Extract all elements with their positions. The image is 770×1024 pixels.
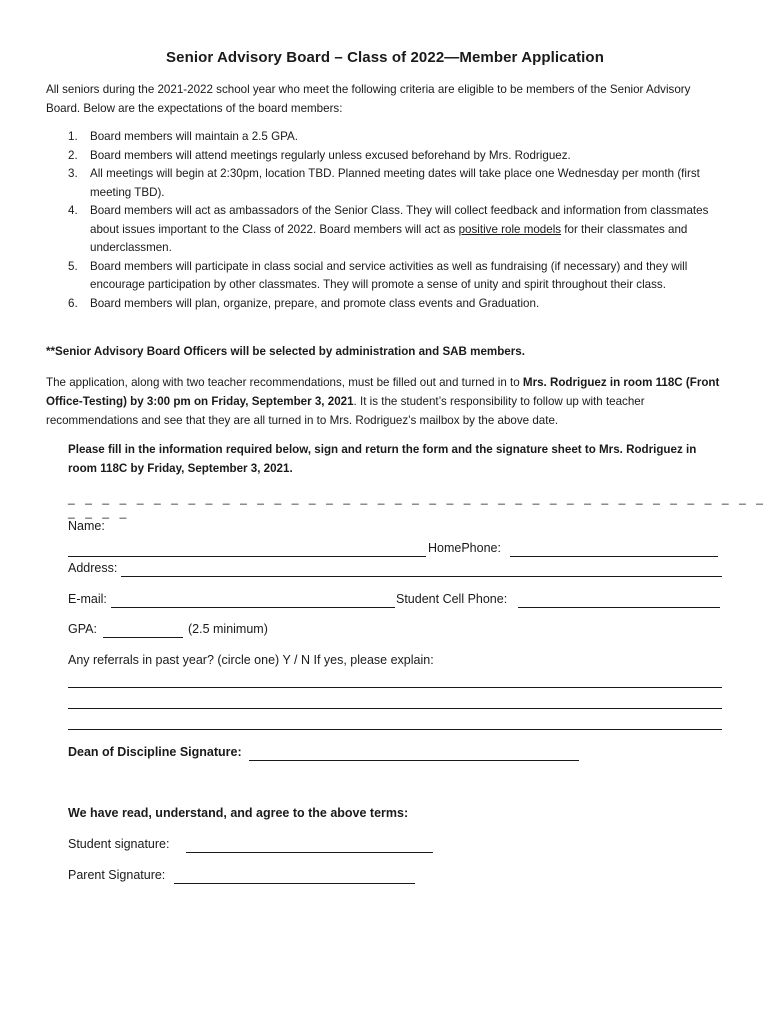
agreement-heading: We have read, understand, and agree to the above terms: — [68, 806, 409, 820]
application-paragraph: The application, along with two teacher recommendations, must be filled out and turned in to Mrs. Rodriguez in room 118C (Front Office-Testing) by 3:00 pm on Friday, September 3, 2021. It is the student’s responsibility to follow up with teacher recommendations and see that they are all turned in to Mrs. Rodriguez’s mailbox by the above date. — [46, 376, 720, 427]
parent-signature-field[interactable] — [174, 883, 415, 884]
expectations-list — [46, 128, 730, 313]
name-field[interactable] — [68, 556, 426, 557]
home-phone-label: HomePhone: — [428, 541, 501, 555]
student-signature-field[interactable] — [186, 852, 433, 853]
list-item: 2. Board members will attend meetings regularly unless excused beforehand by Mrs. Rodriguez. — [68, 148, 571, 162]
referrals-line-3[interactable] — [68, 729, 722, 730]
parent-signature-label: Parent Signature: — [68, 868, 166, 882]
cell-phone-label: Student Cell Phone: — [396, 592, 508, 606]
dean-signature-field[interactable] — [249, 760, 579, 761]
cell-phone-field[interactable] — [518, 607, 720, 608]
gpa-label: GPA: — [68, 622, 97, 636]
list-item: 4. Board members will act as ambassadors of the Senior Class. They will collect feedback and information from classmates about issues important to the Class of 2022. Board members will act as positive role models for their classmates and underclassmen. — [68, 204, 709, 254]
home-phone-field[interactable] — [510, 556, 718, 557]
list-item: 5. Board members will participate in class social and service activities as well as fundraising (if necessary) and they will encourage participation by other classmates. They will promote a sense of unity and spirit throughout their class. — [68, 259, 688, 291]
list-item: 6. Board members will plan, organize, prepare, and promote class events and Graduation. — [68, 296, 540, 310]
instructions-paragraph: Please fill in the information required below, sign and return the form and the signature sheet to Mrs. Rodriguez in room 118C by Friday, September 3, 2021. — [68, 443, 697, 475]
gpa-field[interactable] — [103, 637, 183, 638]
dean-signature-label: Dean of Discipline Signature: — [68, 745, 242, 759]
separator-line: _ _ _ _ _ _ _ _ _ _ _ _ _ _ _ _ _ _ _ _ _ _ _ _ _ _ _ _ _ _ _ _ _ _ _ _ _ _ _ _ _ _ _ _ _ — [68, 491, 767, 519]
address-field[interactable] — [121, 576, 722, 577]
list-item: 1. Board members will maintain a 2.5 GPA. — [68, 130, 298, 143]
email-label: E-mail: — [68, 592, 107, 606]
page-title: Senior Advisory Board – Class of 2022—Member Application — [166, 49, 604, 66]
underlined-phrase: positive role models — [458, 222, 562, 236]
referrals-line-1[interactable] — [68, 687, 722, 688]
address-label: Address: — [68, 561, 118, 575]
gpa-note: (2.5 minimum) — [188, 622, 268, 636]
deadline-bold: Mrs. Rodriguez in room 118C (Front Office-Testing) by 3:00 pm on Friday, September 3, 2021 — [46, 376, 720, 408]
name-label: Name: — [68, 519, 105, 533]
officers-note: **Senior Advisory Board Officers will be selected by administration and SAB members. — [46, 345, 525, 358]
list-item: 3. All meetings will begin at 2:30pm, location TBD. Planned meeting dates will take place one Wednesday per month (first meeting TBD). — [68, 167, 700, 199]
email-field[interactable] — [111, 607, 395, 608]
referrals-line-2[interactable] — [68, 708, 722, 709]
referrals-label: Any referrals in past year? (circle one) Y / N If yes, please explain: — [68, 653, 434, 667]
student-signature-label: Student signature: — [68, 837, 170, 851]
intro-paragraph: All seniors during the 2021-2022 school year who meet the following criteria are eligible to be members of the Senior Advisory Board. Below are the expectations of the board members: — [46, 83, 691, 115]
